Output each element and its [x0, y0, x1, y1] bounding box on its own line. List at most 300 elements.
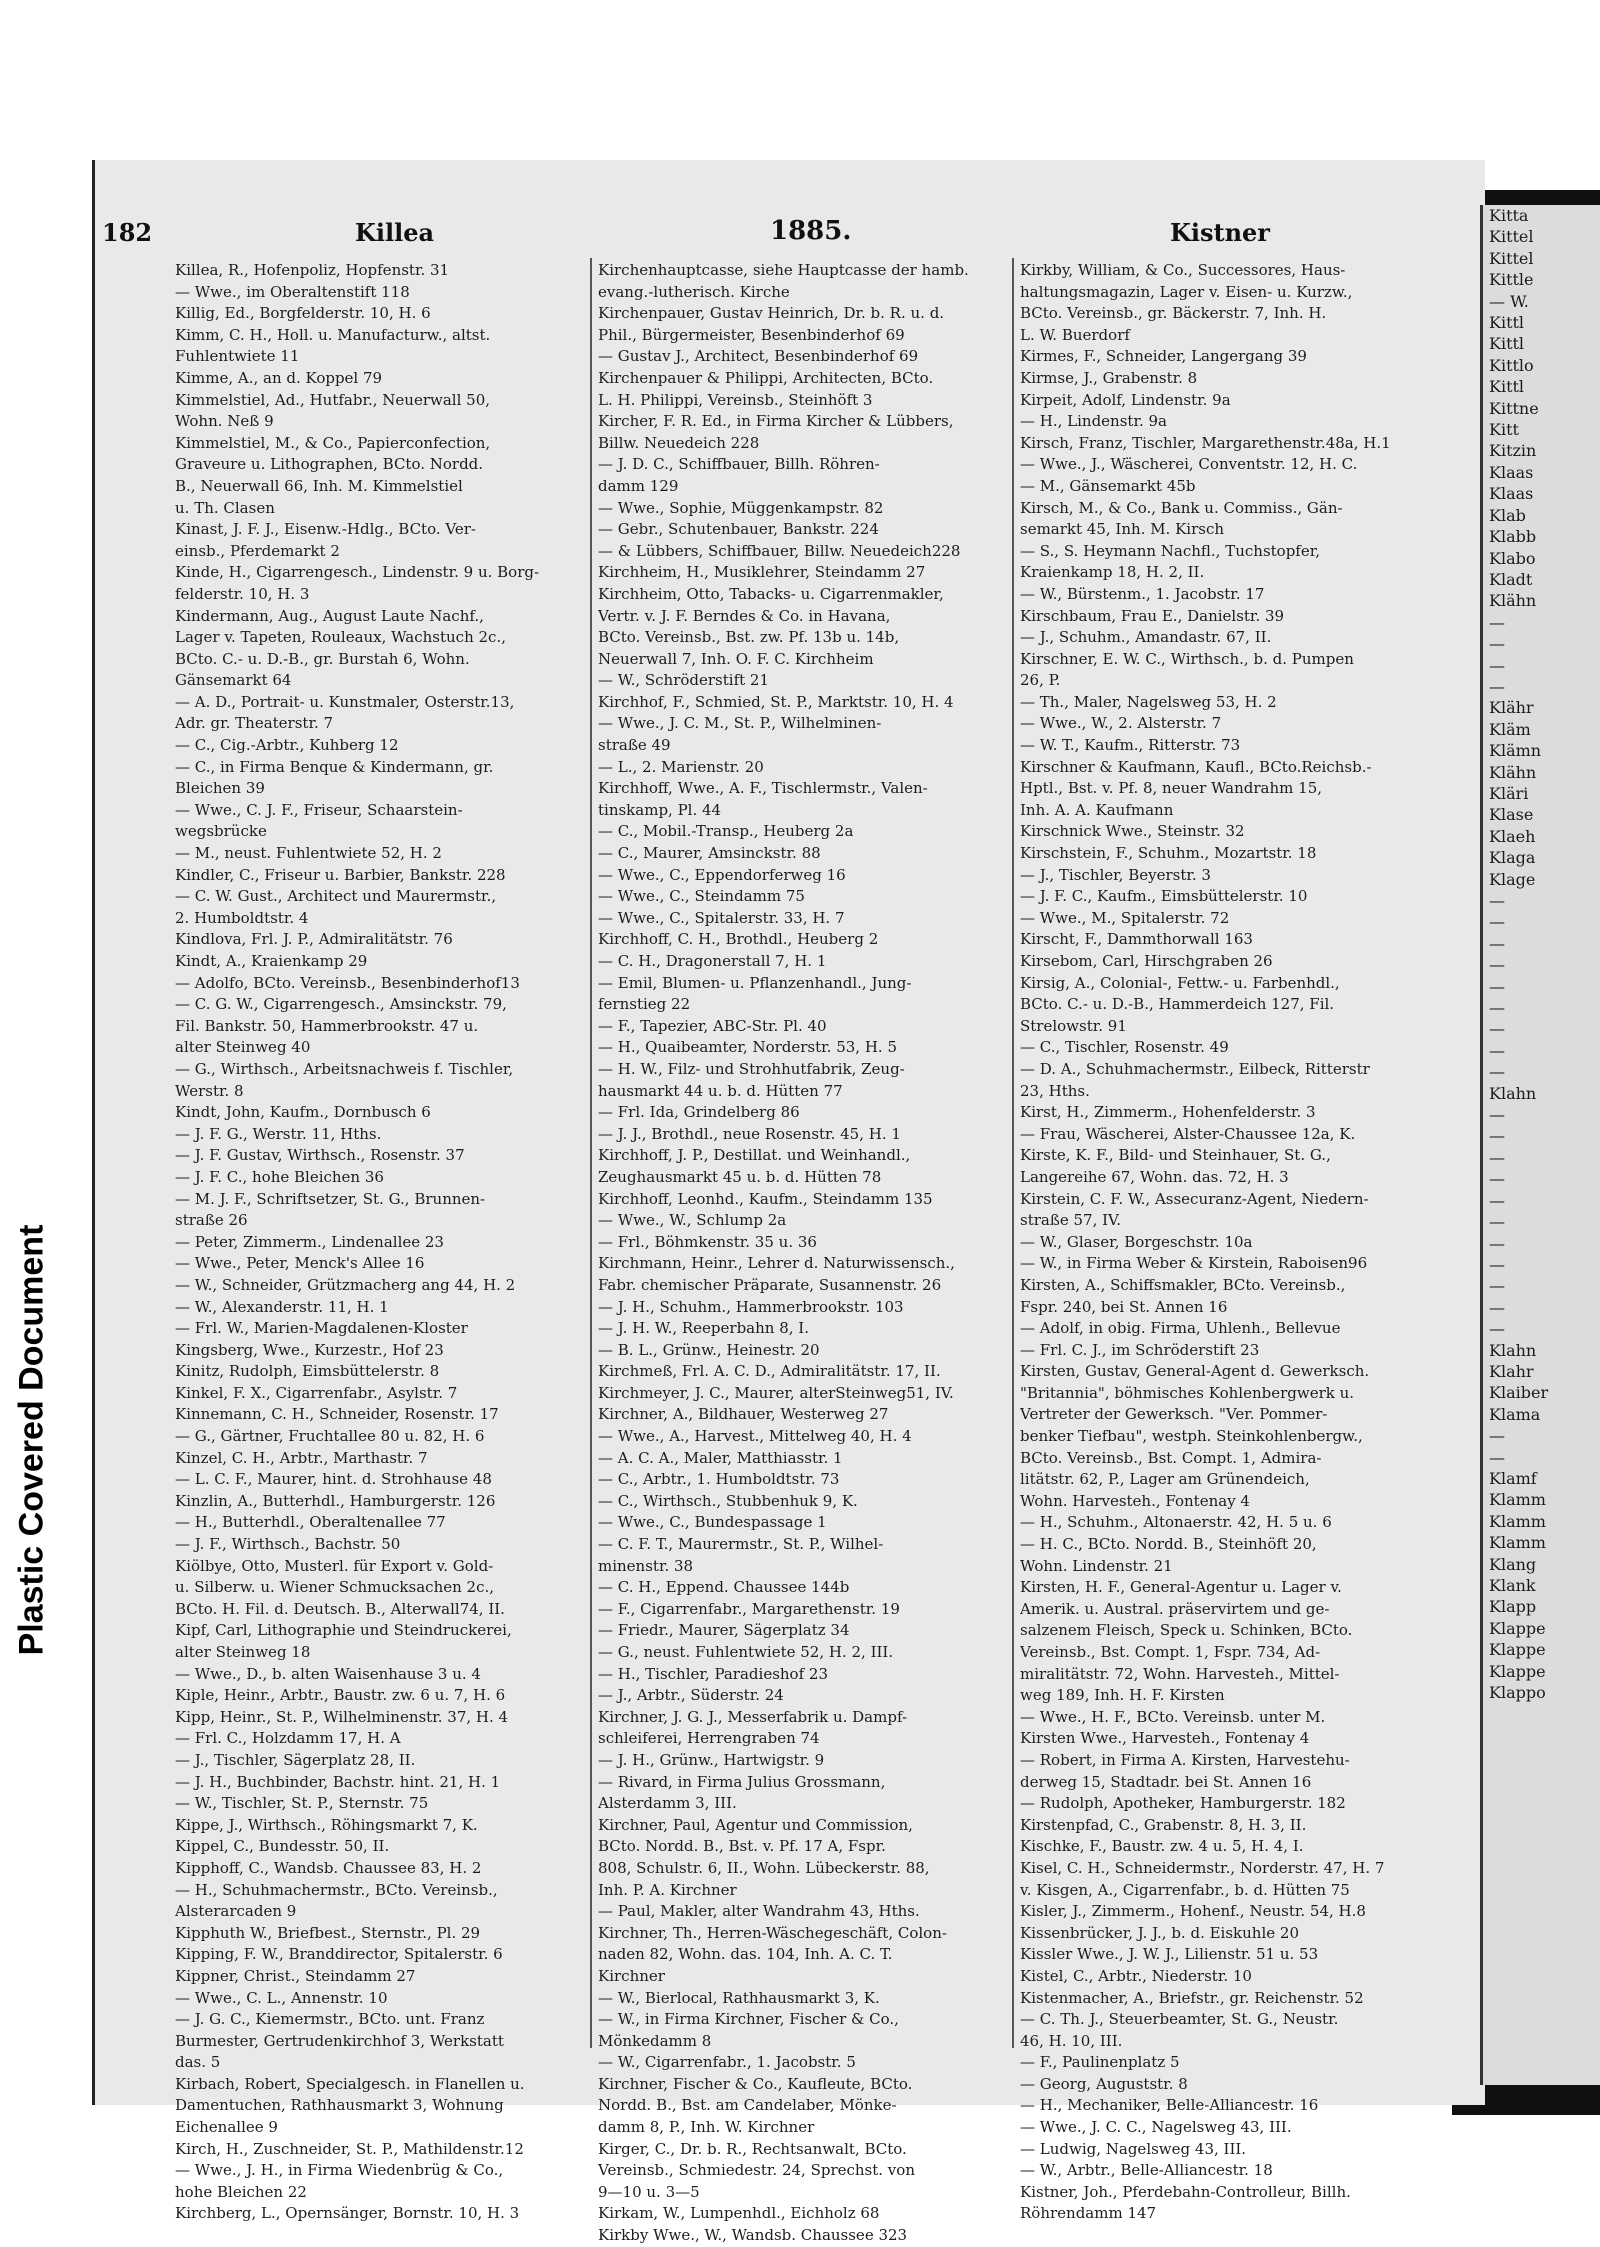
- directory-column-2: [598, 260, 1003, 2247]
- next-page-entry: Klappe: [1489, 1618, 1546, 1638]
- directory-entry: Kindt, John, Kaufm., Dornbusch 6: [175, 1103, 431, 1122]
- directory-entry: — W., Bierlocal, Rathhausmarkt 3, K.: [598, 1988, 880, 2007]
- directory-entry: Kirsten, H. F., General-Agentur u. Lager v.: [1020, 1578, 1342, 1597]
- next-page-entry: —: [1489, 1447, 1505, 1467]
- next-page-entry: Klahn: [1489, 1083, 1537, 1103]
- directory-entry: — W., in Firma Weber & Kirstein, Raboisen96: [1020, 1254, 1368, 1273]
- directory-entry: Kiple, Heinr., Arbtr., Baustr. zw. 6 u. 7, H. 6: [175, 1686, 506, 1705]
- next-page-entry: —: [1489, 1147, 1505, 1167]
- next-page-entry: —: [1489, 1319, 1505, 1339]
- directory-entry: hausmarkt 44 u. b. d. Hütten 77: [598, 1081, 843, 1100]
- directory-entry: Kirchmeß, Frl. A. C. D., Admiralitätstr. 17, II.: [598, 1362, 941, 1381]
- directory-entry: — C., Maurer, Amsinckstr. 88: [598, 844, 821, 863]
- directory-entry: Inh. P. A. Kirchner: [598, 1880, 737, 1899]
- directory-entry: Kirbach, Robert, Specialgesch. in Flanellen u.: [175, 2074, 525, 2093]
- directory-entry: Kimmelstiel, M., & Co., Papierconfection,: [175, 433, 491, 452]
- next-page-entry: Klabb: [1489, 527, 1537, 547]
- next-page-entry: —: [1489, 1297, 1505, 1317]
- directory-entry: schleiferei, Herrengraben 74: [598, 1729, 820, 1748]
- next-page-entry: —: [1489, 998, 1505, 1018]
- directory-entry: — W., Schneider, Grützmacherg ang 44, H. 2: [175, 1275, 516, 1294]
- directory-entry: — J., Arbtr., Süderstr. 24: [598, 1686, 784, 1705]
- directory-entry: — Wwe., J. C. C., Nagelsweg 43, III.: [1020, 2118, 1292, 2137]
- directory-entry: — C. W. Gust., Architect und Maurermstr.,: [175, 887, 497, 906]
- next-page-entry: —: [1489, 1169, 1505, 1189]
- directory-entry: Kirschner & Kaufmann, Kaufl., BCto.Reichsb.-: [1020, 757, 1372, 776]
- directory-entry: Kirchner: [598, 1966, 665, 1985]
- directory-entry: — G., Wirthsch., Arbeitsnachweis f. Tischler,: [175, 1059, 514, 1078]
- directory-entry: — Frl., Böhmkenstr. 35 u. 36: [598, 1232, 817, 1251]
- directory-entry: Amerik. u. Austral. präservirtem und ge-: [1020, 1599, 1330, 1618]
- directory-entry: Eichenallee 9: [175, 2118, 278, 2137]
- directory-entry: — Frl. W., Marien-Magdalenen-Kloster: [175, 1319, 468, 1338]
- directory-entry: minenstr. 38: [598, 1556, 694, 1575]
- directory-entry: Killea, R., Hofenpoliz, Hopfenstr. 31: [175, 261, 450, 279]
- directory-entry: BCto. C.- u. D.-B., Hammerdeich 127, Fil.: [1020, 995, 1335, 1014]
- directory-entry: Killig, Ed., Borgfelderstr. 10, H. 6: [175, 304, 431, 323]
- next-page-entry: Kitta: [1489, 206, 1529, 225]
- directory-entry: — W. T., Kaufm., Ritterstr. 73: [1020, 736, 1241, 755]
- directory-entry: Kirschbaum, Frau E., Danielstr. 39: [1020, 606, 1285, 625]
- directory-entry: Kirchner, Paul, Agentur und Commission,: [598, 1815, 913, 1834]
- directory-entry: Kirkby, William, & Co., Successores, Haus-: [1020, 261, 1346, 279]
- directory-entry: Kirchenpauer, Gustav Heinrich, Dr. b. R. u. d.: [598, 304, 945, 323]
- directory-entry: Kirste, K. F., Bild- und Steinhauer, St. G.,: [1020, 1146, 1331, 1165]
- directory-entry: — G., neust. Fuhlentwiete 52, H. 2, III.: [598, 1643, 894, 1661]
- directory-entry: Kisel, C. H., Schneidermstr., Norderstr. 47, H. 7: [1020, 1858, 1385, 1877]
- directory-entry: Kirkby Wwe., W., Wandsb. Chaussee 323: [598, 2226, 908, 2245]
- directory-entry: — Frl. C., Holzdamm 17, H. A: [175, 1729, 401, 1748]
- next-page-entry: —: [1489, 655, 1505, 675]
- directory-entry: Strelowstr. 91: [1020, 1016, 1127, 1035]
- directory-entry: Kraienkamp 18, H. 2, II.: [1020, 563, 1205, 582]
- directory-entry: BCto. H. Fil. d. Deutsch. B., Alterwall74, II.: [175, 1599, 505, 1618]
- next-page-entry: Klapp: [1489, 1597, 1537, 1617]
- vertical-label: [2, 1150, 62, 1730]
- next-page-entry: —: [1489, 1105, 1505, 1125]
- next-page-entry: Klamf: [1489, 1468, 1537, 1488]
- directory-entry: Kirschnick Wwe., Steinstr. 32: [1020, 822, 1245, 841]
- directory-entry: — & Lübbers, Schiffbauer, Billw. Neuedeich228: [598, 541, 961, 560]
- directory-entry: — C., Tischler, Rosenstr. 49: [1020, 1038, 1229, 1057]
- directory-entry: haltungsmagazin, Lager v. Eisen- u. Kurzw.,: [1020, 282, 1353, 301]
- directory-entry: das. 5: [175, 2053, 221, 2072]
- directory-entry: — J. H., Buchbinder, Bachstr. hint. 21, H. 1: [175, 1772, 501, 1791]
- directory-entry: — L. C. F., Maurer, hint. d. Strohhause 48: [175, 1470, 492, 1489]
- next-page-entry: Kitzin: [1489, 441, 1537, 461]
- directory-entry: u. Th. Clasen: [175, 498, 275, 517]
- directory-entry: — Peter, Zimmerm., Lindenallee 23: [175, 1232, 444, 1251]
- directory-entry: Kistenmacher, A., Briefstr., gr. Reichenstr. 52: [1020, 1988, 1364, 2007]
- directory-entry: Kirsch, Franz, Tischler, Margarethenstr.48a, H.1: [1020, 433, 1391, 452]
- directory-entry: Kirchner, J. G. J., Messerfabrik u. Dampf-: [598, 1707, 908, 1726]
- directory-entry: evang.-lutherisch. Kirche: [598, 282, 790, 301]
- directory-entry: Kindlova, Frl. J. P., Admiralitätstr. 76: [175, 930, 453, 949]
- directory-entry: — Wwe., W., Schlump 2a: [598, 1211, 787, 1230]
- directory-entry: — M. J. F., Schriftsetzer, St. G., Brunnen-: [175, 1189, 486, 1208]
- directory-entry: — Gustav J., Architect, Besenbinderhof 69: [598, 347, 919, 366]
- next-page-entry: Kladt: [1489, 569, 1533, 589]
- next-page-entry: Klähr: [1489, 698, 1534, 718]
- directory-entry: — C. Th. J., Steuerbeamter, St. G., Neustr.: [1020, 2010, 1339, 2029]
- directory-entry: — C., Cig.-Arbtr., Kuhberg 12: [175, 736, 399, 755]
- directory-entry: Kirchhoff, Wwe., A. F., Tischlermstr., Valen-: [598, 779, 928, 798]
- next-page-entry: Klappe: [1489, 1661, 1546, 1681]
- directory-entry: — Wwe., J., Wäscherei, Conventstr. 12, H. C.: [1020, 455, 1358, 474]
- directory-entry: Kimme, A., an d. Koppel 79: [175, 368, 383, 387]
- directory-entry: — H. C., BCto. Nordd. B., Steinhöft 20,: [1020, 1535, 1317, 1554]
- directory-entry: Kirmse, J., Grabenstr. 8: [1020, 368, 1198, 387]
- next-page-entry: — W.: [1489, 291, 1529, 311]
- directory-entry: Kirsch, M., & Co., Bank u. Commiss., Gän-: [1020, 498, 1343, 517]
- next-page-entry: —: [1489, 1062, 1505, 1082]
- next-page-entry: —: [1489, 1426, 1505, 1446]
- directory-entry: Mönkedamm 8: [598, 2031, 712, 2050]
- directory-entry: Kinkel, F. X., Cigarrenfabr., Asylstr. 7: [175, 1383, 458, 1402]
- directory-entry: Zeughausmarkt 45 u. b. d. Hütten 78: [598, 1167, 882, 1186]
- directory-entry: — Paul, Makler, alter Wandrahm 43, Hths.: [598, 1902, 920, 1921]
- directory-entry: — Th., Maler, Nagelsweg 53, H. 2: [1020, 692, 1277, 711]
- directory-entry: straße 49: [598, 736, 671, 755]
- directory-entry: — H., Mechaniker, Belle-Alliancestr. 16: [1020, 2096, 1319, 2115]
- directory-entry: Wohn. Lindenstr. 21: [1020, 1556, 1173, 1575]
- directory-entry: — Frl. C. J., im Schröderstift 23: [1020, 1340, 1260, 1359]
- next-page-entry: —: [1489, 1019, 1505, 1039]
- directory-entry: — J., Tischler, Sägerplatz 28, II.: [175, 1750, 416, 1769]
- next-page-entry: —: [1489, 955, 1505, 975]
- directory-entry: — Wwe., H. F., BCto. Vereinsb. unter M.: [1020, 1707, 1326, 1726]
- directory-entry: — M., neust. Fuhlentwiete 52, H. 2: [175, 844, 442, 863]
- next-page-edge: [1480, 205, 1600, 2085]
- directory-entry: — A. D., Portrait- u. Kunstmaler, Osterstr.13,: [175, 692, 515, 711]
- directory-entry: — C. F. T., Maurermstr., St. P., Wilhel-: [598, 1535, 884, 1554]
- directory-entry: Fuhlentwiete 11: [175, 347, 300, 366]
- directory-entry: — W., Arbtr., Belle-Alliancestr. 18: [1020, 2161, 1273, 2180]
- next-page-entry: —: [1489, 612, 1505, 632]
- directory-entry: — H., Schuhmachermstr., BCto. Vereinsb.,: [175, 1880, 498, 1899]
- directory-entry: — W., Cigarrenfabr., 1. Jacobstr. 5: [598, 2053, 856, 2072]
- next-page-entry: Klabo: [1489, 548, 1536, 568]
- directory-entry: Kirchner, Fischer & Co., Kaufleute, BCto.: [598, 2074, 913, 2093]
- directory-column-3: [1020, 260, 1440, 2225]
- directory-entry: hohe Bleichen 22: [175, 2182, 307, 2201]
- directory-entry: — Robert, in Firma A. Kirsten, Harvestehu-: [1020, 1750, 1350, 1769]
- directory-entry: Vereinsb., Schmiedestr. 24, Sprechst. von: [598, 2161, 915, 2180]
- directory-entry: Kirschner, E. W. C., Wirthsch., b. d. Pumpen: [1020, 649, 1354, 668]
- next-page-entry: Klaga: [1489, 848, 1536, 868]
- next-page-entry: Kittel: [1489, 227, 1534, 247]
- directory-entry: — L., 2. Marienstr. 20: [598, 757, 764, 776]
- directory-entry: Kippe, J., Wirthsch., Röhingsmarkt 7, K.: [175, 1815, 478, 1834]
- directory-entry: Kissenbrücker, J. J., b. d. Eiskuhle 20: [1020, 1923, 1299, 1942]
- directory-entry: Kisler, J., Zimmerm., Hohenf., Neustr. 54, H.8: [1020, 1902, 1366, 1921]
- directory-entry: Kiölbye, Otto, Musterl. für Export v. Gold-: [175, 1556, 494, 1575]
- directory-entry: — Ludwig, Nagelsweg 43, III.: [1020, 2139, 1247, 2158]
- directory-entry: Kirschstein, F., Schuhm., Mozartstr. 18: [1020, 844, 1317, 863]
- directory-entry: — W., in Firma Kirchner, Fischer & Co.,: [598, 2010, 899, 2029]
- directory-entry: naden 82, Wohn. das. 104, Inh. A. C. T.: [598, 1945, 893, 1964]
- next-page-entry: Klaas: [1489, 484, 1534, 504]
- directory-entry: — Wwe., Sophie, Müggenkampstr. 82: [598, 498, 884, 517]
- directory-entry: Kipphoff, C., Wandsb. Chaussee 83, H. 2: [175, 1858, 482, 1877]
- directory-entry: Kinitz, Rudolph, Eimsbüttelerstr. 8: [175, 1362, 440, 1381]
- directory-entry: u. Silberw. u. Wiener Schmucksachen 2c.,: [175, 1578, 495, 1597]
- directory-entry: Kircher, F. R. Ed., in Firma Kircher & Lübbers,: [598, 412, 954, 431]
- directory-entry: — Adolf, in obig. Firma, Uhlenh., Bellevue: [1020, 1319, 1341, 1338]
- side-label-strip: [0, 0, 64, 2177]
- next-page-entry: Kittl: [1489, 313, 1525, 333]
- directory-entry: — Rivard, in Firma Julius Grossmann,: [598, 1772, 886, 1791]
- directory-entry: — H., Lindenstr. 9a: [1020, 412, 1167, 431]
- next-page-entry: Kittlo: [1489, 355, 1534, 375]
- next-page-entry: —: [1489, 1276, 1505, 1296]
- directory-entry: — M., Gänsemarkt 45b: [1020, 476, 1196, 495]
- next-page-entry: —: [1489, 912, 1505, 932]
- directory-entry: Kipp, Heinr., St. P., Wilhelminenstr. 37, H. 4: [175, 1707, 509, 1726]
- directory-entry: Lager v. Tapeten, Rouleaux, Wachstuch 2c.,: [175, 628, 506, 647]
- directory-entry: Vertreter der Gewerksch. "Ver. Pommer-: [1020, 1405, 1328, 1424]
- next-page-entry: —: [1489, 933, 1505, 953]
- directory-entry: "Britannia", böhmisches Kohlenbergwerk u.: [1020, 1383, 1355, 1402]
- next-page-entry: Kittl: [1489, 377, 1525, 397]
- directory-entry: Kistel, C., Arbtr., Niederstr. 10: [1020, 1966, 1252, 1985]
- next-page-entry: Klahr: [1489, 1361, 1534, 1381]
- directory-entry: Kirsebom, Carl, Hirschgraben 26: [1020, 952, 1273, 970]
- directory-entry: — H., Quaibeamter, Norderstr. 53, H. 5: [598, 1038, 898, 1057]
- directory-entry: Kipphuth W., Briefbest., Sternstr., Pl. 29: [175, 1923, 481, 1942]
- directory-entry: Kirchheim, H., Musiklehrer, Steindamm 27: [598, 563, 926, 582]
- directory-entry: Röhrendamm 147: [1020, 2204, 1157, 2223]
- directory-entry: weg 189, Inh. H. F. Kirsten: [1020, 1686, 1225, 1705]
- directory-entry: Kirchner, Th., Herren-Wäschegeschäft, Colon-: [598, 1923, 947, 1942]
- next-page-entry: Klämn: [1489, 741, 1542, 761]
- next-page-entry: Klase: [1489, 805, 1534, 825]
- directory-entry: 26, P.: [1020, 671, 1061, 690]
- directory-entry: Vertr. v. J. F. Berndes & Co. in Havana,: [598, 606, 891, 625]
- column-rule: [1012, 258, 1014, 2048]
- directory-entry: — W., Tischler, St. P., Sternstr. 75: [175, 1794, 429, 1813]
- directory-entry: — G., Gärtner, Fruchtallee 80 u. 82, H. 6: [175, 1427, 485, 1446]
- directory-entry: — Wwe., J. H., in Firma Wiedenbrüg & Co.,: [175, 2161, 504, 2180]
- directory-entry: Kippel, C., Bundesstr. 50, II.: [175, 1837, 390, 1856]
- next-page-entry: Kittle: [1489, 270, 1534, 290]
- directory-entry: Kirst, H., Zimmerm., Hohenfelderstr. 3: [1020, 1103, 1316, 1122]
- directory-entry: Kirchmann, Heinr., Lehrer d. Naturwissensch.,: [598, 1254, 955, 1273]
- directory-entry: — C., Wirthsch., Stubbenhuk 9, K.: [598, 1491, 858, 1510]
- directory-entry: — Wwe., im Oberaltenstift 118: [175, 282, 410, 301]
- directory-entry: Kirchenhauptcasse, siehe Hauptcasse der hamb.: [598, 261, 969, 279]
- directory-entry: Wohn. Harvesteh., Fontenay 4: [1020, 1491, 1250, 1510]
- next-page-entry: Kläm: [1489, 719, 1531, 739]
- next-page-entry: Klamm: [1489, 1533, 1546, 1553]
- directory-entry: — J. F. C., hohe Bleichen 36: [175, 1167, 384, 1186]
- next-page-entry: —: [1489, 1040, 1505, 1060]
- next-page-entry: Klamm: [1489, 1511, 1546, 1531]
- directory-entry: fernstieg 22: [598, 995, 691, 1014]
- directory-entry: — Wwe., C. L., Annenstr. 10: [175, 1988, 388, 2007]
- directory-entry: Kinzlin, A., Butterhdl., Hamburgerstr. 126: [175, 1491, 496, 1510]
- directory-entry: Fspr. 240, bei St. Annen 16: [1020, 1297, 1228, 1316]
- next-page-entry: —: [1489, 1254, 1505, 1274]
- directory-entry: — C., Arbtr., 1. Humboldtstr. 73: [598, 1470, 840, 1489]
- directory-entry: felderstr. 10, H. 3: [175, 584, 310, 603]
- next-page-entry: Klähn: [1489, 762, 1537, 782]
- directory-entry: — W., Glaser, Borgeschstr. 10a: [1020, 1232, 1253, 1251]
- directory-entry: 808, Schulstr. 6, II., Wohn. Lübeckerstr. 88,: [598, 1858, 930, 1877]
- next-page-entry: Klang: [1489, 1554, 1537, 1574]
- directory-entry: — W., Bürstenm., 1. Jacobstr. 17: [1020, 584, 1265, 603]
- directory-entry: — W., Alexanderstr. 11, H. 1: [175, 1297, 389, 1316]
- directory-entry: — F., Tapezier, ABC-Str. Pl. 40: [598, 1016, 827, 1035]
- next-page-entry: Kittl: [1489, 334, 1525, 354]
- next-page-entry: Klamm: [1489, 1490, 1546, 1510]
- next-page-entry: —: [1489, 1126, 1505, 1146]
- next-page-entry: Klama: [1489, 1404, 1541, 1424]
- directory-entry: 46, H. 10, III.: [1020, 2031, 1123, 2050]
- directory-entry: Gänsemarkt 64: [175, 671, 292, 690]
- next-page-entry: Klaas: [1489, 462, 1534, 482]
- directory-entry: — Wwe., J. C. M., St. P., Wilhelminen-: [598, 714, 882, 733]
- column-rule: [590, 258, 592, 2048]
- directory-entry: — Wwe., C., Steindamm 75: [598, 887, 805, 906]
- page-year: 1885.: [770, 216, 852, 246]
- directory-entry: L. W. Buerdorf: [1020, 325, 1130, 344]
- next-page-entry: Kittne: [1489, 398, 1539, 418]
- directory-entry: Kirsig, A., Colonial-, Fettw.- u. Farbenhdl.,: [1020, 973, 1340, 992]
- directory-entry: — Wwe., W., 2. Alsterstr. 7: [1020, 714, 1222, 733]
- directory-entry: Graveure u. Lithographen, BCto. Nordd.: [175, 455, 484, 474]
- directory-entry: Kirchheim, Otto, Tabacks- u. Cigarrenmakler,: [598, 584, 944, 603]
- directory-entry: — J. H., Grünw., Hartwigstr. 9: [598, 1750, 825, 1769]
- directory-entry: — Wwe., C., Bundespassage 1: [598, 1513, 827, 1532]
- directory-entry: litätstr. 62, P., Lager am Grünendeich,: [1020, 1470, 1310, 1489]
- directory-entry: — Wwe., C., Spitalerstr. 33, H. 7: [598, 908, 845, 927]
- directory-entry: Vereinsb., Bst. Compt. 1, Fspr. 734, Ad-: [1020, 1643, 1321, 1661]
- directory-entry: Kipf, Carl, Lithographie und Steindruckerei,: [175, 1621, 512, 1640]
- directory-entry: — C. H., Eppend. Chaussee 144b: [598, 1578, 850, 1597]
- directory-entry: — Wwe., D., b. alten Waisenhause 3 u. 4: [175, 1664, 481, 1683]
- directory-entry: BCto. Vereinsb., Bst. Compt. 1, Admira-: [1020, 1448, 1322, 1467]
- next-page-entry: Klage: [1489, 869, 1536, 889]
- directory-entry: — J. G. C., Kiemermstr., BCto. unt. Franz: [175, 2010, 485, 2029]
- directory-entry: semarkt 45, Inh. M. Kirsch: [1020, 520, 1225, 539]
- directory-entry: tinskamp, Pl. 44: [598, 800, 722, 819]
- directory-entry: — S., S. Heymann Nachfl., Tuchstopfer,: [1020, 541, 1321, 560]
- directory-entry: einsb., Pferdemarkt 2: [175, 541, 340, 560]
- directory-entry: — J. H. W., Reeperbahn 8, I.: [598, 1319, 809, 1338]
- next-page-entry: Klank: [1489, 1576, 1536, 1595]
- directory-entry: — H., Butterhdl., Oberaltenallee 77: [175, 1513, 446, 1532]
- directory-entry: Kimmelstiel, Ad., Hutfabr., Neuerwall 50,: [175, 390, 490, 409]
- directory-entry: — Georg, Auguststr. 8: [1020, 2074, 1188, 2093]
- next-page-entry: Klaiber: [1489, 1383, 1549, 1403]
- directory-entry: Kirpeit, Adolf, Lindenstr. 9a: [1020, 390, 1231, 409]
- directory-entry: Kirscht, F., Dammthorwall 163: [1020, 930, 1253, 949]
- directory-entry: Kimm, C. H., Holl. u. Manufacturw., altst.: [175, 325, 491, 344]
- directory-entry: Kinde, H., Cigarrengesch., Lindenstr. 9 u. Borg-: [175, 563, 540, 582]
- directory-entry: — J. F. Gustav, Wirthsch., Rosenstr. 37: [175, 1146, 465, 1165]
- next-page-entry: —: [1489, 1233, 1505, 1253]
- directory-entry: — A. C. A., Maler, Matthiasstr. 1: [598, 1448, 843, 1467]
- directory-entry: Kirchhof, F., Schmied, St. P., Marktstr. 10, H. 4: [598, 692, 954, 711]
- directory-entry: — W., Schröderstift 21: [598, 671, 770, 690]
- directory-entry: — H., Tischler, Paradieshof 23: [598, 1664, 828, 1683]
- directory-entry: salzenem Fleisch, Speck u. Schinken, BCto.: [1020, 1621, 1353, 1640]
- next-page-entry: Klähn: [1489, 591, 1537, 611]
- next-page-entry: Klab: [1489, 505, 1526, 525]
- directory-entry: BCto. Nordd. B., Bst. v. Pf. 17 A, Fspr.: [598, 1837, 886, 1856]
- directory-entry: miralitätstr. 72, Wohn. Harvesteh., Mittel-: [1020, 1664, 1340, 1683]
- next-page-entry: Kittel: [1489, 248, 1534, 268]
- directory-entry: B., Neuerwall 66, Inh. M. Kimmelstiel: [175, 476, 463, 495]
- directory-entry: — Adolfo, BCto. Vereinsb., Besenbinderhof13: [175, 973, 520, 992]
- directory-entry: benker Tiefbau", westph. Steinkohlenbergw.,: [1020, 1427, 1363, 1446]
- directory-entry: Kirsten Wwe., Harvesteh., Fontenay 4: [1020, 1729, 1310, 1748]
- directory-entry: — Frau, Wäscherei, Alster-Chaussee 12a, K.: [1020, 1124, 1356, 1143]
- directory-entry: Kirch, H., Zuschneider, St. P., Mathildenstr.12: [175, 2139, 524, 2158]
- running-head-right: Kistner: [1170, 218, 1270, 247]
- directory-entry: Kirchmeyer, J. C., Maurer, alterSteinweg51, IV.: [598, 1383, 954, 1402]
- directory-entry: Bleichen 39: [175, 779, 265, 798]
- directory-entry: Kirchberg, L., Opernsänger, Bornstr. 10, H. 3: [175, 2204, 520, 2223]
- next-page-entry: Klappe: [1489, 1640, 1546, 1660]
- directory-entry: Kirsten, Gustav, General-Agent d. Gewerksch.: [1020, 1362, 1370, 1381]
- directory-entry: — Wwe., C. J. F., Friseur, Schaarstein-: [175, 800, 463, 819]
- directory-entry: 9—10 u. 3—5: [598, 2182, 700, 2201]
- directory-entry: — J. J., Brothdl., neue Rosenstr. 45, H. 1: [598, 1124, 901, 1143]
- directory-entry: derweg 15, Stadtadr. bei St. Annen 16: [1020, 1772, 1312, 1791]
- directory-entry: 23, Hths.: [1020, 1081, 1090, 1100]
- directory-entry: — J. H., Schuhm., Hammerbrookstr. 103: [598, 1297, 904, 1316]
- directory-entry: Phil., Bürgermeister, Besenbinderhof 69: [598, 325, 905, 344]
- directory-entry: Werstr. 8: [175, 1081, 244, 1100]
- directory-entry: Neuerwall 7, Inh. O. F. C. Kirchheim: [598, 649, 874, 668]
- directory-entry: Alsterarcaden 9: [175, 1902, 297, 1921]
- directory-entry: Kirstenpfad, C., Grabenstr. 8, H. 3, II.: [1020, 1815, 1307, 1834]
- directory-entry: — J. F. C., Kaufm., Eimsbüttelerstr. 10: [1020, 887, 1308, 906]
- directory-entry: — F., Cigarrenfabr., Margarethenstr. 19: [598, 1599, 900, 1618]
- directory-entry: — J. F. G., Werstr. 11, Hths.: [175, 1124, 382, 1143]
- next-page-entry: Kläri: [1489, 783, 1529, 803]
- directory-entry: Kipping, F. W., Branddirector, Spitalerstr. 6: [175, 1945, 503, 1964]
- directory-entry: damm 8, P., Inh. W. Kirchner: [598, 2118, 815, 2137]
- directory-entry: Hptl., Bst. v. Pf. 8, neuer Wandrahm 15,: [1020, 779, 1323, 798]
- next-page-entry: Klaeh: [1489, 826, 1536, 846]
- next-page-entry: —: [1489, 976, 1505, 996]
- directory-entry: Kindler, C., Friseur u. Barbier, Bankstr. 228: [175, 865, 506, 884]
- directory-column-1: [175, 260, 575, 2225]
- directory-entry: Kirkam, W., Lumpenhdl., Eichholz 68: [598, 2204, 880, 2223]
- next-page-entry: Klahn: [1489, 1340, 1537, 1360]
- directory-entry: Kirger, C., Dr. b. R., Rechtsanwalt, BCto.: [598, 2139, 907, 2158]
- directory-entry: Kinast, J. F. J., Eisenw.-Hdlg., BCto. Ver-: [175, 520, 476, 539]
- page-number: 182: [102, 218, 153, 247]
- directory-entry: Kirchenpauer & Philippi, Architecten, BCto.: [598, 368, 934, 387]
- directory-entry: — J., Schuhm., Amandastr. 67, II.: [1020, 628, 1272, 647]
- directory-entry: Adr. gr. Theaterstr. 7: [175, 714, 334, 733]
- directory-entry: — Rudolph, Apotheker, Hamburgerstr. 182: [1020, 1794, 1346, 1813]
- directory-entry: — Wwe., A., Harvest., Mittelweg 40, H. 4: [598, 1427, 912, 1446]
- directory-entry: L. H. Philippi, Vereinsb., Steinhöft 3: [598, 390, 873, 409]
- next-page-entry: —: [1489, 1190, 1505, 1210]
- next-page-entry: —: [1489, 634, 1505, 654]
- directory-entry: — Wwe., C., Eppendorferweg 16: [598, 865, 846, 884]
- directory-entry: 2. Humboldtstr. 4: [175, 908, 309, 927]
- directory-entry: Inh. A. A. Kaufmann: [1020, 800, 1174, 819]
- directory-entry: Damentuchen, Rathhausmarkt 3, Wohnung: [175, 2096, 504, 2115]
- directory-entry: wegsbrücke: [175, 822, 267, 841]
- directory-entry: Kingsberg, Wwe., Kurzestr., Hof 23: [175, 1340, 444, 1359]
